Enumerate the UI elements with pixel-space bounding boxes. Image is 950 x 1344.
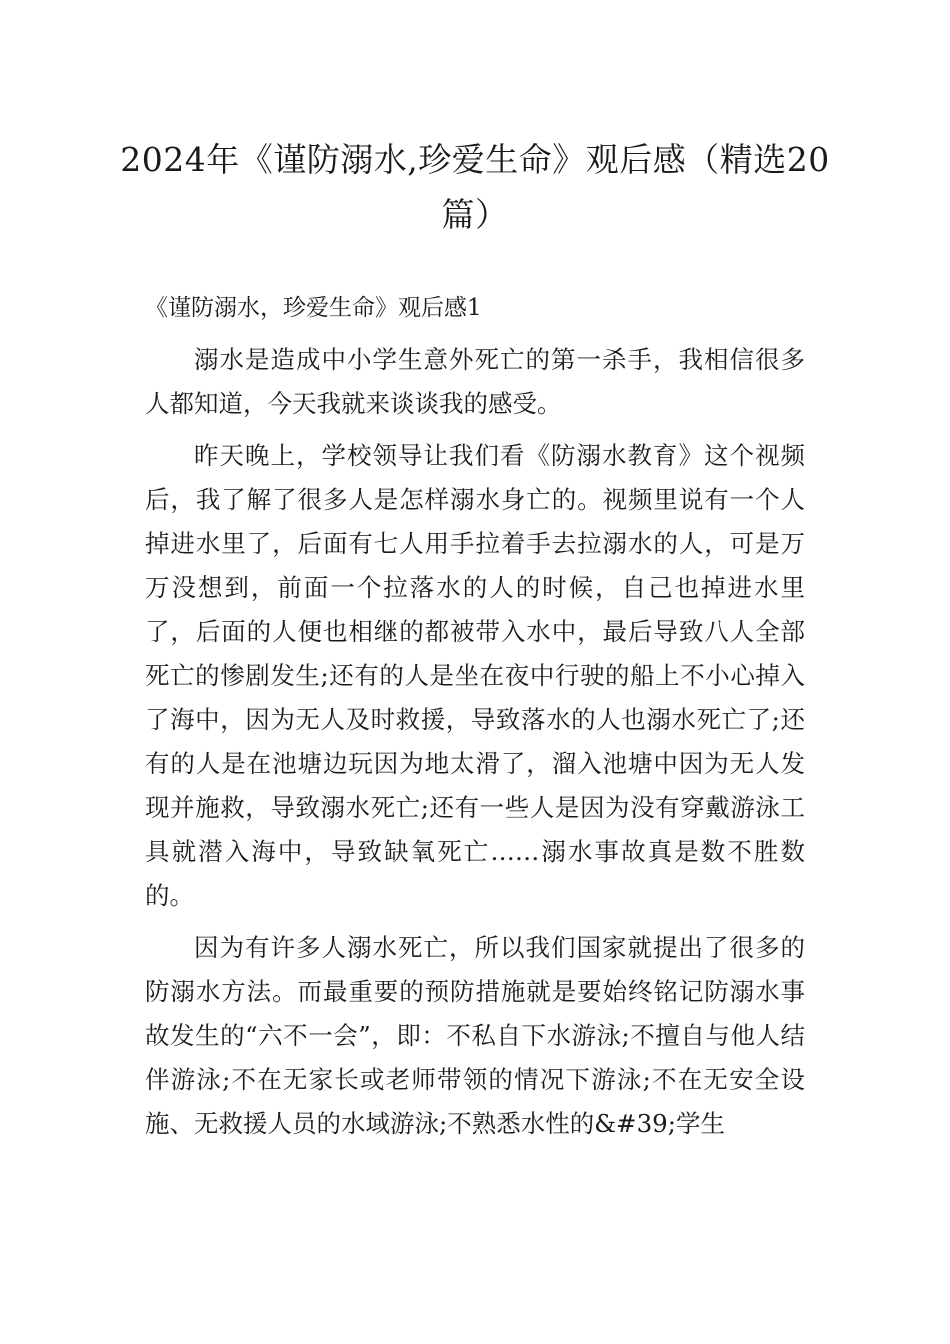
paragraph: 溺水是造成中小学生意外死亡的第一杀手，我相信很多人都知道，今天我就来谈谈我的感受。: [145, 345, 805, 418]
section-heading: 《谨防溺水，珍爱生命》观后感1: [145, 295, 482, 321]
paragraph: 昨天晚上，学校领导让我们看《防溺水教育》这个视频后，我了解了很多人是怎样溺水身亡的。视频里说有一个人掉进水里了，后面有七人用手拉着手去拉溺水的人，可是万万没想到，前面一个拉落水的人的时候，自己也掉进水里了，后面的人便也相继的都被带入水中，最后导致八人全部死亡的惨剧发生;还有的人是坐在夜中行驶的船上不小心掉入了海中，因为无人及时救援，导致落水的人也溺水死亡了;还有的人是在池塘边玩因为地太滑了，溜入池塘中因为无人发现并施救，导致溺水死亡;还有一些人是因为没有穿戴游泳工具就潜入海中，导致缺氧死亡……溺水事故真是数不胜数的。: [145, 441, 805, 910]
paragraph: 因为有许多人溺水死亡，所以我们国家就提出了很多的防溺水方法。而最重要的预防措施就是要始终铭记防溺水事故发生的“六不一会”，即：不私自下水游泳;不擅自与他人结伴游泳;不在无家长或老师带领的情况下游泳;不在无安全设施、无救援人员的水域游泳;不熟悉水性的&#39;学生: [145, 933, 805, 1138]
document-body: [145, 338, 805, 1154]
document-title: 2024年《谨防溺水,珍爱生命》观后感（精选20篇）: [120, 140, 830, 234]
